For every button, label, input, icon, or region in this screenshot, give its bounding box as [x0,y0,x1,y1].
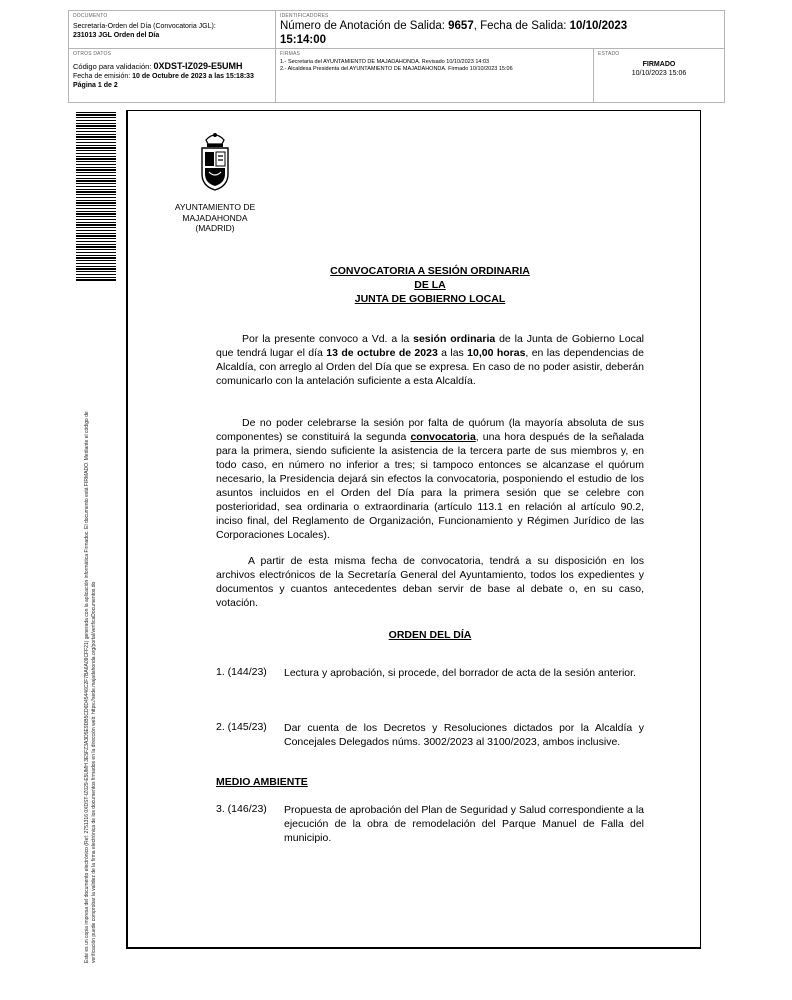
verification-side-text: Este es un copia impresa del documento electrónico (Ref: 2751316 0XDST-IZ029-E5UMH 3E5FZ3A3D5E9DB5CD6D45446C2F7BA6A09CFF21) generada con la aplicación informática Firmadoc. El documento está FIRMADO. Mediante el código de verificación puede comprobar la validez de la firma electrónica de los documentos firmados en la dirección web: https://sede.majadahonda.org/portal/verificaDocumentos.do [84,411,97,963]
agenda-item: Lectura y aprobación, si procede, del borrador de acta de la sesión anterior. [284,667,636,679]
item-number: 2. (145/23) [216,721,267,733]
item-number: 1. (144/23) [216,666,267,678]
agenda-item: Dar cuenta de los Decretos y Resoluciones dictados por la Alcaldía y Concejales Delegados núms. 3002/2023 al 3100/2023, ambos inclusive. [284,722,644,748]
validation-code: 0XDST-IZ029-E5UMH [153,61,243,71]
status-badge: FIRMADO [642,61,676,68]
paragraph-convocatoria: Por la presente convoco a Vd. a la sesión ordinaria de la Junta de Gobierno Local que tendrá lugar el día 13 de octubre de 2023 a las 10,00 horas, en las dependencias de Alcaldía, con arreglo al Orden del Día que se expresa. En caso de no poder asistir, deberán comunicarlo con la antelación suficiente a esta Alcaldía. [216,333,644,387]
barcode [76,112,116,282]
document-header [68,10,725,103]
item-number: 3. (146/23) [216,803,267,815]
paragraph-documentacion: A partir de esta misma fecha de convocatoria, tendrá a su disposición en los archivos electrónicos de la Secretaría General del Ayuntamiento, todos los expedientes y documentos y cuantos antecedentes deban servir de base al debate o, en su caso, votación. [216,555,644,609]
header-estado: ESTADO FIRMADO 10/10/2023 15:06 [594,49,724,102]
ayuntamiento-name: AYUNTAMIENTO DE MAJADAHONDA (MADRID) [174,202,256,233]
header-otros-datos: OTROS DATOS Código para validación: 0XDST-IZ029-E5UMH Fecha de emisión: 10 de Octubre de 2023 a las 15:18:33 Página 1 de 2 [69,49,276,102]
document-title: CONVOCATORIA A SESIÓN ORDINARIA DE LA JUNTA DE GOBIERNO LOCAL [330,265,530,305]
page-count: Página 1 de 2 [73,82,118,89]
orden-del-dia-heading: ORDEN DEL DÍA [388,629,472,641]
coat-of-arms-icon [196,130,234,192]
header-documento: DOCUMENTO Secretaría-Orden del Día (Convocatoria JGL): 231013 JGL Orden del Día [69,11,276,49]
paragraph-quorum: De no poder celebrarse la sesión por falta de quórum (la mayoría absoluta de sus componentes) se constituirá la segunda convocatoria, una hora después de la señalada para la primera, siendo suficiente la asistencia de la tercera parte de sus miembros y, en todo caso, en número no inferior a tres; si tampoco entonces se alcanzase el quórum necesario, la Presidencia dejará sin efectos la convocatoria, posponiendo el estudio de los asuntos incluidos en el Orden del Día para la primera sesión que se celebre con posterioridad, sea ordinaria o extraordinaria (artículo 113.1 en relación al artículo 90.2, inciso final, del Reglamento de Organización, Funcionamiento y Régimen Jurídico de las Corporaciones Locales). [216,417,645,541]
header-identificadores: IDENTIFICADORES Número de Anotación de Salida: 9657, Fecha de Salida: 10/10/2023 15:14:00 [276,11,724,49]
header-firmas: FIRMAS 1.- Secretaria del AYUNTAMIENTO DE MAJADAHONDA. Revisado 10/10/2023 14:03 2.- Alcaldesa Presidenta del AYUNTAMIENTO DE MAJADAHONDA. Firmado 10/10/2023 15:06 [276,49,594,102]
section-medio-ambiente: MEDIO AMBIENTE [216,776,308,788]
agenda-item: Propuesta de aprobación del Plan de Seguridad y Salud correspondiente a la ejecución de la obra de remodelación del Parque Manuel de Falla del municipio. [284,804,644,844]
